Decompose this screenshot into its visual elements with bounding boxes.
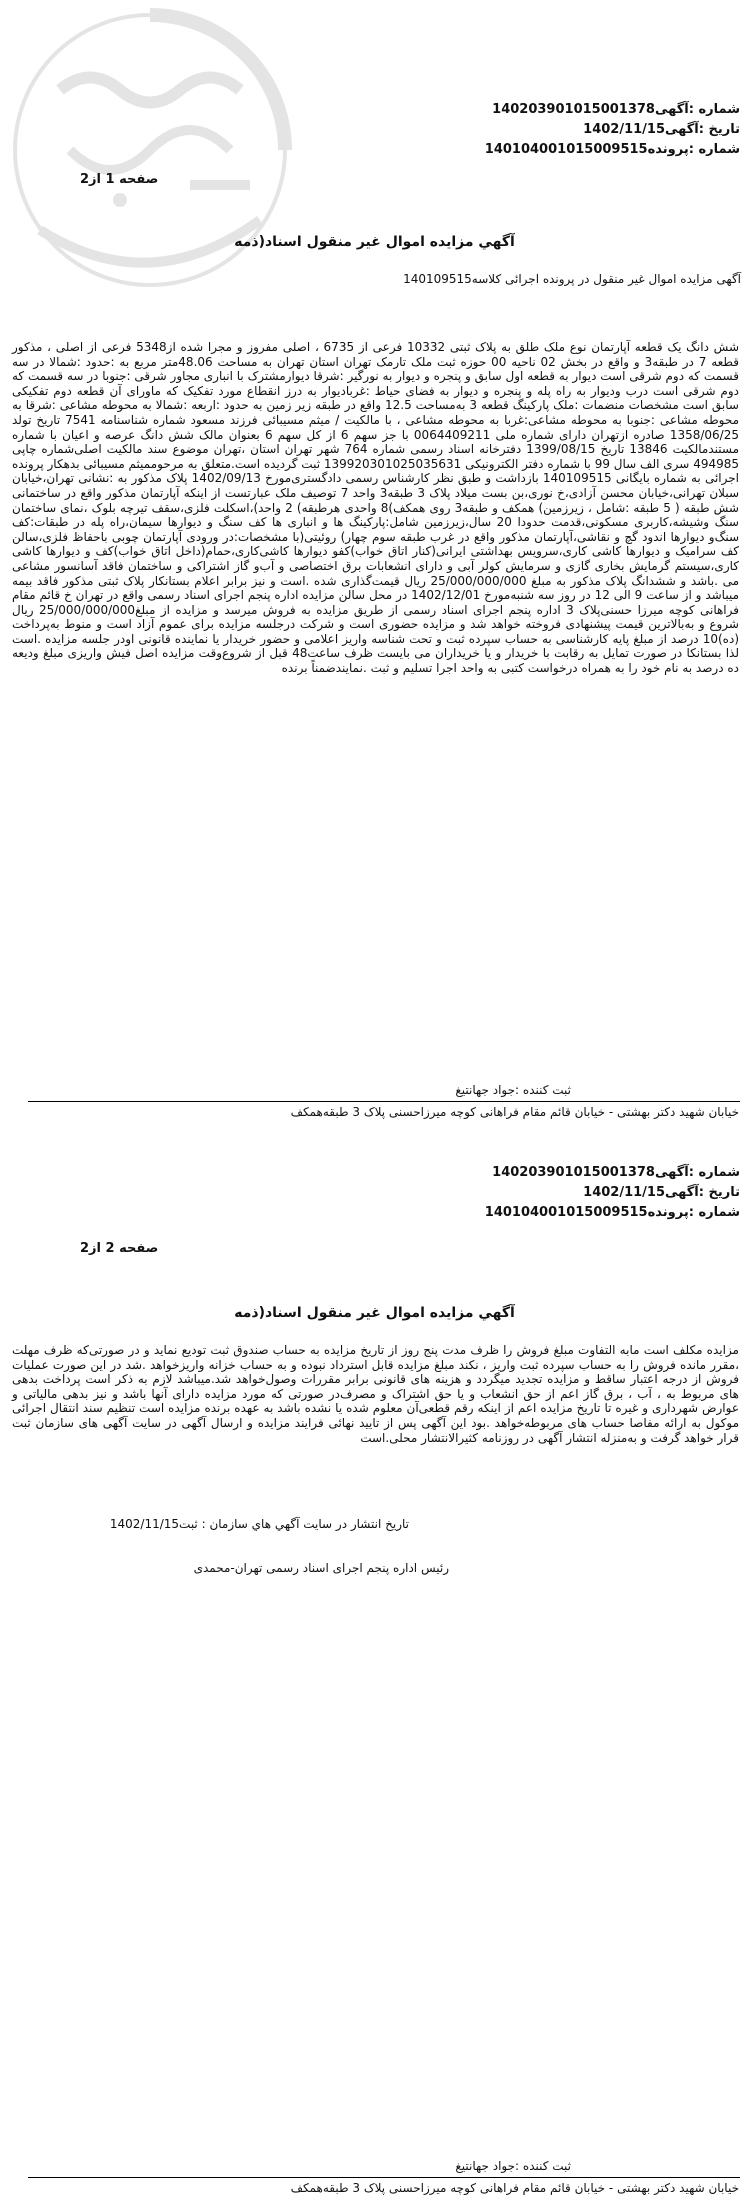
- case-number: شماره :پرونده140104001015009515: [484, 1205, 740, 1220]
- case-number: شماره :پرونده140104001015009515: [484, 142, 740, 157]
- registrar-label: ثبت کننده :جواد جهانتیغ: [455, 2159, 571, 2173]
- page-number: صفحه 1 از2: [80, 172, 159, 187]
- footer-divider: [28, 1101, 740, 1102]
- company-logo-watermark: [0, 0, 320, 300]
- ad-number: شماره :آگهی140203901015001378: [492, 102, 740, 117]
- case-subtitle: آگهی مزایده اموال غیر منقول در پرونده اجرائی کلاسه140109515: [403, 272, 741, 286]
- ad-body-text: مزایده مکلف است مابه التفاوت مبلغ فروش را ظرف مدت پنج روز از تاریخ مزایده به حساب صندوق ثبت تودیع نماید و در صورتی‌که ظرف مهلت ،مقرر مانده فروش را به حساب سپرده ثبت واریز ، نکند مبلغ مزایده قابل استرداد نبوده و به حساب خزانه واریزخواهد .شد در این صورت عملیات فروش از درجه اعتبار ساقط و مزایده تجدید میگردد و هزینه های قانونی برابر مقررات وصول‌خواهد شد.میباشد لازم به ذکر است پرداخت بدهی های مربوط به ، آب ، برق گاز اعم از حق انشعاب و یا حق اشتراک و مصرف‌در صورتی که مورد مزایده دارای آنها باشد و نیز بدهی مالیاتی و عوارض شهرداری و غیره تا تاریخ مزایده اعم از اینکه رقم قطعی‌آن معلوم شده یا نشده باشد به عهده برنده مزایده است تنظیم سند انتقال اجرائی موکول به ارائه مفاصا حساب های مربوطه‌خواهد .بود این آگهی پس از تایید نهائی فرایند مزایده و ارسال آگهی در سایت آگهی های سازمان ثبت قرار خواهد گرفت و به‌منزله انتشار آگهی در روزنامه کثیرالانتشار محلی.است: [12, 1343, 739, 1445]
- signature-line: رئیس اداره پنجم اجرای اسناد رسمی تهران-محمدی: [193, 1561, 449, 1575]
- ad-body-text: شش دانگ یک قطعه آپارتمان نوع ملک طلق به پلاک ثبتی 10332 فرعی از 6735 ، اصلی مفروز و مجرا شده از5348 فرعی از اصلی ، مذکور قطعه 7 در طبقه3 و واقع در بخش 02 ناحیه 00 حوزه ثبت ملک تارمک تهران استان تهران به مساحت 48.06متر مربع به :حدود :شمالا در سه قسمت که دوم شرقی است دیوار به قطعه اول سابق و پنجره و دیوار به نورگیر :شرقا دیوارمشترک با انباری مجاور شرقی :جنوبا در سه قسمت که دوم شرقی است درب ودیوار به راه پله و پنجره و دیوار به فضای حیاط :غربادیوار به درز انقطاع مورد تفکیک که ماورای آن قطعه دوم تفکیکی سابق است مشخصات منضمات :ملک پارکینگ قطعه 3 به‌مساحت 12.5 واقع در طبقه زیر زمین به حدود :اربعه :شمالا به محوطه مشاعی :شرقا به محوطه مشاعی :جنوبا به محوطه مشاعی:غربا به محوطه مشاعی ، با مالکیت / میثم مسیبائی فرزند مسعود شماره شناسنامه 7541 تاریخ تولد 1358/06/25 صادره ازتهران دارای شماره ملی 0064409211 با جز سهم 6 از کل سهم 6 بعنوان مالک شش دانگ عرصه و اعیان با شماره مستندمالکیت 13846 تاریخ 1399/08/15 دفترخانه اسناد رسمی شماره 764 شهر تهران استان ،تهران موضوع سند مالکیت اصلی‌شماره چاپی 494985 سری الف سال 99 با شماره دفتر الکترونیکی 139920301025035631 ثبت گردیده است.متعلق به مرحوممیثم مسیبائی بدهکار پرونده اجرائی به شماره بایگانی 140109515 بازداشت و طبق نظر کارشناس رسمی دادگستری‌مورخ 1402/09/13 پلاک مذکور به :نشانی تهران،خیابان سبلان تهرانی،خیابان محسن آزادی،خ نوری،بن بست میلاد پلاک 3 طبقه3 واحد 7 توصیف ملک عبارتست از اینکه آپارتمان مذکور واقع در ساختمانی شش طبقه ( 5 طبقه :شامل ، زیرزمین) همکف و طبقه3 روی همکف)8 واحدی هرطبقه) 2 واحد)،اسکلت فلزی،سقف تیرچه بلوک ،نمای ساختمان سنگ وشیشه،کاربری مسکونی،قدمت حدودا 20 سال،زیرزمین شامل:پارکینگ ها و انباری ها کف سنگ و دیوارها سیمان،راه پله در طبقات:کف سنگ‌و دیوارها اندود گچ و نقاشی،آپارتمان مذکور واقع در غرب طبقه سوم چهار) روئیتی(با مشخصات:در ورودی آپارتمان چوبی باحفاظ فلزی،سالن کف سرامیک و دیوارها کاشی کاری،سرویس بهداشتی ایرانی(کنار اتاق خواب)کفو دیوارها کاشی‌کاری،حمام(داخل اتاق خواب)کف و دیوارها کاشی کاری،سیستم گرمایش بخاری گازی و سرمایش کولر آبی و دارای انشعابات برق اختصاصی و آب‌و گاز اشتراکی و ساختمان فاقد آسانسور مشاعی می .باشد و ششدانگ پلاک مذکور به مبلغ 25/000/000/000 ریال قیمت‌گذاری شده .است و نیز برابر اعلام بستانکار پلاک ثبتی مذکور فاقد بیمه میباشد و از ساعت 9 الی 12 در روز سه شنبه‌مورخ 1402/12/01 در محل سالن مزایده اداره پنجم اجرای اسناد رسمی واقع در تهران خ قائم مقام فراهانی کوچه میرزا حسنی‌پلاک 3 اداره پنجم اجرای اسناد رسمی از طریق مزایده به فروش میرسد و مزایده از مبلغ25/000/000/000 ریال شروع و به‌بالاترین قیمت پیشنهادی فروخته خواهد شد و مزایده حضوری است و شرکت درجلسه مزایده برای عموم آزاد است و منوط به‌پرداخت (ده)10 درصد از مبلغ پایه کارشناسی به حساب سپرده ثبت و تحت شناسه واریز اعلامی و حضور خریدار یا نماینده قانونی اودر جلسه مزایده .است لذا بستانکا در صورت تمایل به رقابت با خریدار و یا خریداران می بایست ظرف ساعت48 قبل از شروع‌وقت مزایده اصل فیش واریزی مبلغ ودیعه ده درصد به نام خود را به همراه درخواست کتبی به واحد اجرا تسلیم و ثبت .نمایندضمناً برنده: [12, 340, 740, 676]
- publish-date-line: تاریخ انتشار در سایت آگهي هاي سازمان : ثبت1402/11/15: [109, 1517, 409, 1531]
- office-address: خیابان شهید دکتر بهشتی - خیابان قائم مقام فراهانی کوچه میرزاحسنی پلاک 3 طبقه‌همکف: [290, 1105, 739, 1119]
- page-2: [0, 1125, 749, 2196]
- ad-date: تاریخ :آگهی1402/11/15: [583, 122, 740, 137]
- ad-header: [470, 1163, 740, 1223]
- page-number: صفحه 2 از2: [80, 1241, 159, 1256]
- ad-title: آگهي مزايده اموال غير منقول اسناد(ذمه: [234, 1305, 515, 1321]
- ad-title: آگهي مزايده اموال غير منقول اسناد(ذمه: [234, 234, 515, 250]
- office-address: خیابان شهید دکتر بهشتی - خیابان قائم مقام فراهانی کوچه میرزاحسنی پلاک 3 طبقه‌همکف: [290, 2181, 739, 2195]
- ad-header: [470, 100, 740, 160]
- ad-date: تاریخ :آگهی1402/11/15: [583, 1185, 740, 1200]
- registrar-label: ثبت کننده :جواد جهانتیغ: [455, 1083, 571, 1097]
- footer-divider: [28, 2177, 740, 2178]
- ad-number: شماره :آگهی140203901015001378: [492, 1165, 740, 1180]
